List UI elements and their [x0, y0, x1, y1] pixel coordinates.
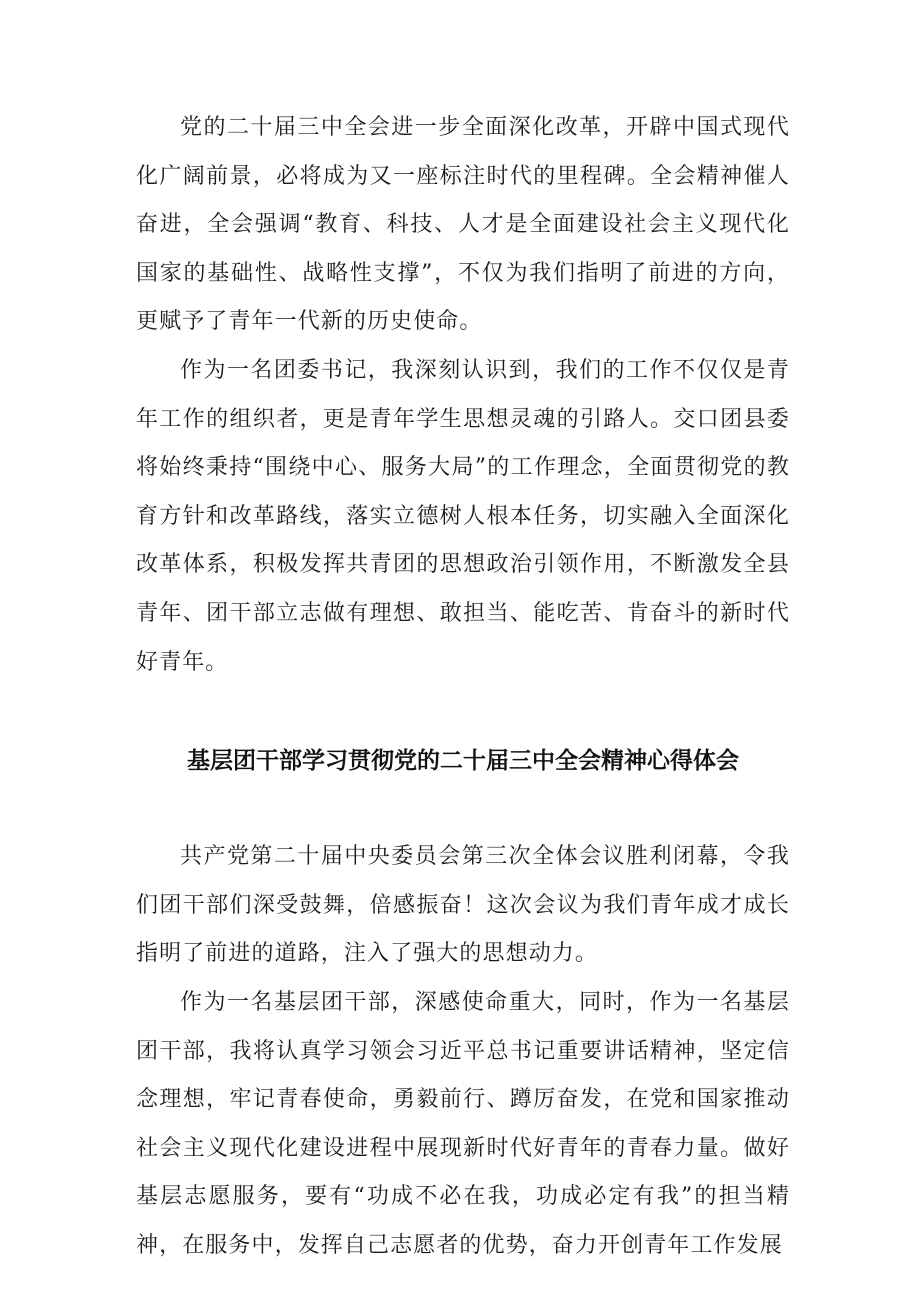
body-paragraph: 作为一名基层团干部，深感使命重大，同时，作为一名基层团干部，我将认真学习领会习近平总书记重要讲话精神，坚定信念理想，牢记青春使命，勇毅前行、蹲厉奋发，在党和国家推动社会主义现代化建设进程中展现新时代好青年的青春力量。做好基层志愿服务，要有“功成不必在我，功成必定有我”的担当精神，在服务中，发挥自己志愿者的优势，奋力开创青年工作发展 [136, 989, 790, 1258]
section-title: 基层团干部学习贯彻党的二十届三中全会精神心得体会 [187, 748, 739, 775]
document-body [136, 104, 790, 1270]
body-paragraph: 作为一名团委书记，我深刻认识到，我们的工作不仅仅是青年工作的组织者，更是青年学生思想灵魂的引路人。交口团县委将始终秉持“围绕中心、服务大局”的工作理念，全面贯彻党的教育方针和改革路线，落实立德树人根本任务，切实融入全面深化改革体系，积极发挥共青团的思想政治引领作用，不断激发全县青年、团干部立志做有理想、敢担当、能吃苦、肯奋斗的新时代好青年。 [136, 357, 790, 675]
body-paragraph: 共产党第二十届中央委员会第三次全体会议胜利闭幕，令我们团干部们深受鼓舞，倍感振奋！这次会议为我们青年成才成长指明了前进的道路，注入了强大的思想动力。 [136, 844, 790, 967]
body-paragraph: 党的二十届三中全会进一步全面深化改革，开辟中国式现代化广阔前景，必将成为又一座标注时代的里程碑。全会精神催人奋进，全会强调“教育、科技、人才是全面建设社会主义现代化国家的基础性、战略性支撑”，不仅为我们指明了前进的方向，更赋予了青年一代新的历史使命。 [136, 115, 790, 335]
